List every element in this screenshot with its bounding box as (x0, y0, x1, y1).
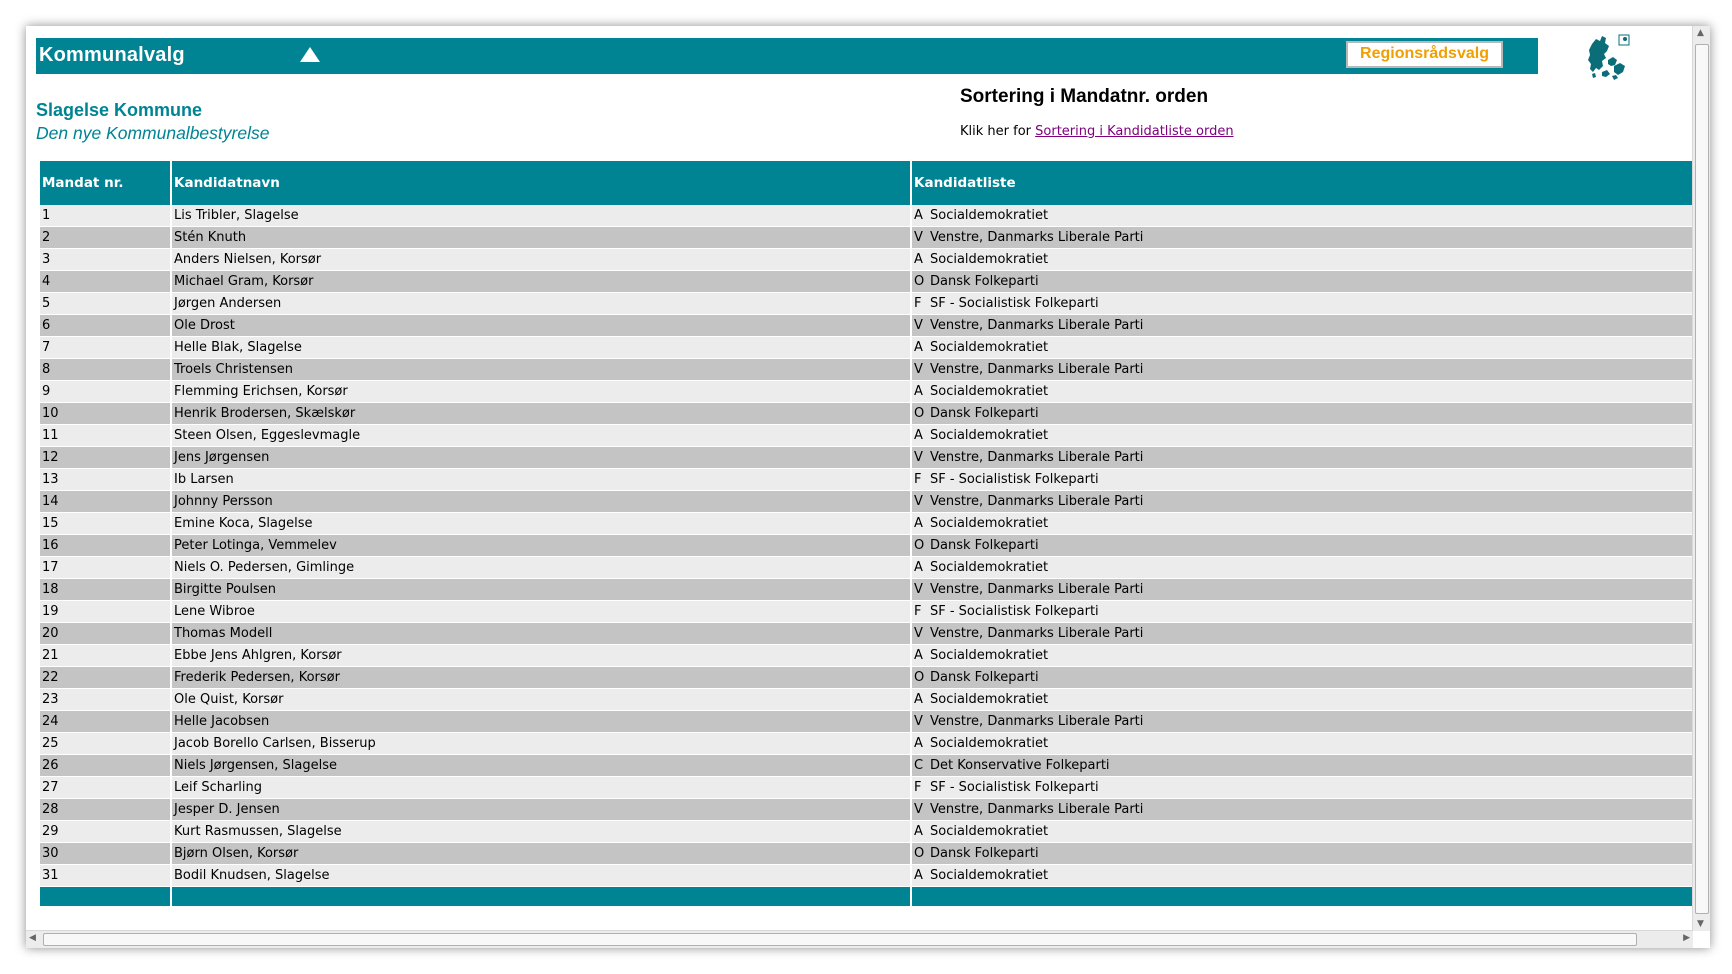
candidate-name: Michael Gram, Korsør (170, 271, 910, 293)
candidate-list (910, 843, 1692, 865)
candidate-name: Kurt Rasmussen, Slagelse (170, 821, 910, 843)
table-row (40, 491, 1692, 513)
mandate-number: 28 (40, 799, 170, 821)
mandate-number: 21 (40, 645, 170, 667)
candidate-list (910, 645, 1692, 667)
mandate-number: 17 (40, 557, 170, 579)
table-row (40, 579, 1692, 601)
candidate-list (910, 535, 1692, 557)
column-header-candidate: Kandidatnavn (170, 161, 910, 205)
mandate-number: 20 (40, 623, 170, 645)
party-name: Socialdemokratiet (930, 824, 1049, 839)
footer-cell (910, 887, 1692, 907)
candidate-list (910, 293, 1692, 315)
mandate-number: 11 (40, 425, 170, 447)
party-letter: O (914, 670, 925, 685)
candidate-list (910, 667, 1692, 689)
party-name: Socialdemokratiet (930, 384, 1049, 399)
column-header-mandate: Mandat nr. (40, 161, 170, 205)
mandate-number: 27 (40, 777, 170, 799)
candidate-name: Jacob Borello Carlsen, Bisserup (170, 733, 910, 755)
mandate-number: 19 (40, 601, 170, 623)
mandate-number: 3 (40, 249, 170, 271)
party-letter: V (914, 318, 923, 333)
table-row (40, 799, 1692, 821)
candidate-name: Ole Quist, Korsør (170, 689, 910, 711)
party-letter: O (914, 846, 925, 861)
party-letter: V (914, 362, 923, 377)
candidate-name: Emine Koca, Slagelse (170, 513, 910, 535)
party-letter: A (914, 340, 923, 355)
party-name: Venstre, Danmarks Liberale Parti (930, 362, 1144, 377)
candidate-name: Lene Wibroe (170, 601, 910, 623)
party-name: SF - Socialistisk Folkeparti (930, 604, 1099, 619)
mandate-number: 24 (40, 711, 170, 733)
candidate-name: Henrik Brodersen, Skælskør (170, 403, 910, 425)
sorting-link-prefix: Klik her for (960, 124, 1031, 139)
mandate-number: 15 (40, 513, 170, 535)
candidate-list (910, 425, 1692, 447)
table-row (40, 777, 1692, 799)
party-name: Socialdemokratiet (930, 340, 1049, 355)
party-name: Dansk Folkeparti (930, 538, 1039, 553)
candidate-list (910, 249, 1692, 271)
candidate-list (910, 689, 1692, 711)
party-letter: O (914, 538, 925, 553)
mandate-table (40, 161, 1692, 907)
table-row (40, 447, 1692, 469)
candidate-name: Anders Nielsen, Korsør (170, 249, 910, 271)
table-row (40, 249, 1692, 271)
party-letter: O (914, 274, 925, 289)
candidate-name: Niels Jørgensen, Slagelse (170, 755, 910, 777)
party-letter: V (914, 494, 923, 509)
party-letter: V (914, 714, 923, 729)
candidate-name: Niels O. Pedersen, Gimlinge (170, 557, 910, 579)
party-name: Venstre, Danmarks Liberale Parti (930, 318, 1144, 333)
party-name: Socialdemokratiet (930, 208, 1049, 223)
candidate-name: Jørgen Andersen (170, 293, 910, 315)
party-letter: V (914, 802, 923, 817)
mandate-number: 25 (40, 733, 170, 755)
party-name: Dansk Folkeparti (930, 406, 1039, 421)
party-letter: O (914, 406, 925, 421)
party-name: SF - Socialistisk Folkeparti (930, 472, 1099, 487)
table-row (40, 557, 1692, 579)
party-letter: V (914, 582, 923, 597)
party-name: Venstre, Danmarks Liberale Parti (930, 450, 1144, 465)
candidate-list (910, 337, 1692, 359)
party-name: SF - Socialistisk Folkeparti (930, 780, 1099, 795)
candidate-name: Ebbe Jens Ahlgren, Korsør (170, 645, 910, 667)
mandate-number: 13 (40, 469, 170, 491)
party-name: Venstre, Danmarks Liberale Parti (930, 802, 1144, 817)
party-letter: A (914, 208, 923, 223)
party-name: Socialdemokratiet (930, 736, 1049, 751)
candidate-name: Flemming Erichsen, Korsør (170, 381, 910, 403)
table-row (40, 403, 1692, 425)
candidate-list (910, 447, 1692, 469)
mandate-number: 18 (40, 579, 170, 601)
browser-viewport (26, 26, 1710, 948)
mandate-number: 10 (40, 403, 170, 425)
column-header-list: Kandidatliste (910, 161, 1692, 205)
table-row (40, 513, 1692, 535)
municipality-name: Slagelse Kommune (36, 100, 203, 120)
candidate-name: Jens Jørgensen (170, 447, 910, 469)
candidate-list (910, 733, 1692, 755)
party-letter: A (914, 824, 923, 839)
table-row (40, 865, 1692, 887)
table-row (40, 711, 1692, 733)
candidate-list (910, 777, 1692, 799)
table-header-row (40, 161, 1692, 205)
candidate-list (910, 403, 1692, 425)
table-row (40, 337, 1692, 359)
party-letter: A (914, 384, 923, 399)
party-name: Socialdemokratiet (930, 648, 1049, 663)
table-row (40, 381, 1692, 403)
table-row (40, 359, 1692, 381)
scroll-down-icon[interactable]: ▼ (1697, 919, 1704, 929)
candidate-list (910, 865, 1692, 887)
vertical-scrollbar[interactable] (1692, 26, 1710, 931)
sorting-link-row (960, 124, 1234, 139)
footer-cell (170, 887, 910, 907)
mandate-number: 9 (40, 381, 170, 403)
table-row (40, 755, 1692, 777)
party-letter: A (914, 648, 923, 663)
mandate-number: 22 (40, 667, 170, 689)
party-letter: F (914, 780, 922, 795)
horizontal-scroll-thumb[interactable] (43, 933, 1637, 946)
mandate-number: 30 (40, 843, 170, 865)
table-row (40, 425, 1692, 447)
candidate-name: Johnny Persson (170, 491, 910, 513)
municipality-subtitle: Den nye Kommunalbestyrelse (36, 123, 270, 143)
party-letter: F (914, 296, 922, 311)
denmark-map-icon[interactable] (1584, 30, 1634, 88)
mandate-number: 2 (40, 227, 170, 249)
triangle-up-icon[interactable] (300, 47, 320, 62)
party-name: Socialdemokratiet (930, 252, 1049, 267)
table-row (40, 733, 1692, 755)
sorting-title: Sortering i Mandatnr. orden (960, 86, 1209, 107)
party-name: Dansk Folkeparti (930, 846, 1039, 861)
table-row (40, 601, 1692, 623)
candidate-name: Jesper D. Jensen (170, 799, 910, 821)
party-letter: F (914, 472, 922, 487)
candidate-name: Thomas Modell (170, 623, 910, 645)
party-name: Venstre, Danmarks Liberale Parti (930, 230, 1144, 245)
candidate-list (910, 623, 1692, 645)
candidate-list (910, 271, 1692, 293)
candidate-name: Bjørn Olsen, Korsør (170, 843, 910, 865)
party-name: Venstre, Danmarks Liberale Parti (930, 494, 1144, 509)
table-row (40, 315, 1692, 337)
mandate-number: 4 (40, 271, 170, 293)
candidate-name: Helle Jacobsen (170, 711, 910, 733)
party-letter: A (914, 252, 923, 267)
candidate-list (910, 469, 1692, 491)
candidate-name: Leif Scharling (170, 777, 910, 799)
party-letter: V (914, 230, 923, 245)
candidate-list (910, 557, 1692, 579)
election-type-title: Kommunalvalg (39, 44, 185, 66)
vertical-scroll-thumb[interactable] (1695, 44, 1709, 914)
party-name: Socialdemokratiet (930, 516, 1049, 531)
candidate-name: Steen Olsen, Eggeslevmagle (170, 425, 910, 447)
mandate-number: 5 (40, 293, 170, 315)
mandate-number: 6 (40, 315, 170, 337)
party-letter: A (914, 428, 923, 443)
candidate-list (910, 381, 1692, 403)
party-letter: V (914, 450, 923, 465)
candidate-list (910, 227, 1692, 249)
table-footer-row (40, 887, 1692, 907)
candidate-list (910, 821, 1692, 843)
mandate-number: 1 (40, 205, 170, 227)
party-letter: C (914, 758, 924, 773)
candidate-list (910, 711, 1692, 733)
candidate-name: Frederik Pedersen, Korsør (170, 667, 910, 689)
mandate-number: 23 (40, 689, 170, 711)
mandate-number: 7 (40, 337, 170, 359)
scroll-up-icon[interactable]: ▲ (1697, 28, 1704, 38)
candidate-list (910, 601, 1692, 623)
mandate-number: 31 (40, 865, 170, 887)
party-name: Det Konservative Folkeparti (930, 758, 1110, 773)
candidate-list (910, 799, 1692, 821)
candidate-name: Helle Blak, Slagelse (170, 337, 910, 359)
table-row (40, 645, 1692, 667)
mandate-number: 26 (40, 755, 170, 777)
party-name: Socialdemokratiet (930, 868, 1049, 883)
party-name: SF - Socialistisk Folkeparti (930, 296, 1099, 311)
election-header-bar (36, 38, 1538, 74)
party-letter: V (914, 626, 923, 641)
table-row (40, 205, 1692, 227)
candidate-list (910, 579, 1692, 601)
candidate-name: Ib Larsen (170, 469, 910, 491)
table-row (40, 227, 1692, 249)
candidate-list (910, 359, 1692, 381)
scroll-right-icon[interactable]: ▶ (1683, 933, 1690, 943)
party-letter: A (914, 560, 923, 575)
candidate-name: Birgitte Poulsen (170, 579, 910, 601)
party-letter: A (914, 868, 923, 883)
candidate-list (910, 755, 1692, 777)
table-row (40, 293, 1692, 315)
candidate-name: Bodil Knudsen, Slagelse (170, 865, 910, 887)
candidate-list (910, 315, 1692, 337)
party-name: Socialdemokratiet (930, 692, 1049, 707)
party-name: Socialdemokratiet (930, 560, 1049, 575)
table-row (40, 821, 1692, 843)
candidate-name: Lis Tribler, Slagelse (170, 205, 910, 227)
regional-election-button[interactable]: Regionsrådsvalg (1346, 41, 1503, 68)
party-name: Venstre, Danmarks Liberale Parti (930, 626, 1144, 641)
footer-cell (40, 887, 170, 907)
scroll-left-icon[interactable]: ◀ (29, 933, 36, 943)
candidate-list (910, 513, 1692, 535)
party-letter: A (914, 736, 923, 751)
candidate-name: Peter Lotinga, Vemmelev (170, 535, 910, 557)
table-row (40, 271, 1692, 293)
table-row (40, 535, 1692, 557)
party-name: Venstre, Danmarks Liberale Parti (930, 714, 1144, 729)
party-name: Dansk Folkeparti (930, 274, 1039, 289)
party-letter: A (914, 692, 923, 707)
mandate-number: 12 (40, 447, 170, 469)
candidate-list (910, 491, 1692, 513)
candidate-name: Troels Christensen (170, 359, 910, 381)
party-name: Dansk Folkeparti (930, 670, 1039, 685)
candidate-name: Stén Knuth (170, 227, 910, 249)
sort-by-candidate-list-link[interactable]: Sortering i Kandidatliste orden (1035, 124, 1234, 139)
table-row (40, 623, 1692, 645)
party-name: Venstre, Danmarks Liberale Parti (930, 582, 1144, 597)
table-row (40, 843, 1692, 865)
mandate-number: 14 (40, 491, 170, 513)
table-row (40, 469, 1692, 491)
mandate-number: 29 (40, 821, 170, 843)
mandate-number: 16 (40, 535, 170, 557)
party-letter: F (914, 604, 922, 619)
table-row (40, 667, 1692, 689)
candidate-list (910, 205, 1692, 227)
candidate-name: Ole Drost (170, 315, 910, 337)
horizontal-scrollbar[interactable] (26, 930, 1693, 948)
party-letter: A (914, 516, 923, 531)
table-row (40, 689, 1692, 711)
party-name: Socialdemokratiet (930, 428, 1049, 443)
mandate-number: 8 (40, 359, 170, 381)
